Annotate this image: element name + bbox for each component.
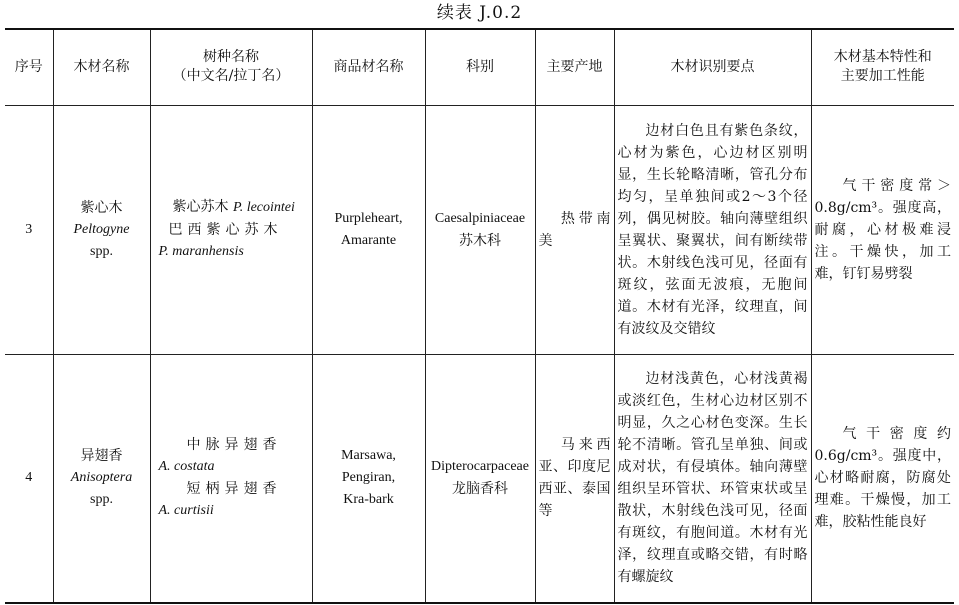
species-2-latin: A. curtisii [158,503,214,519]
wood-name-spp: spp. [90,243,113,259]
cell-wood-name [53,354,150,603]
header-properties [811,29,954,105]
cell-identification: 边材浅黄色，心材浅黄褐或淡红色，生材心边材区别不明显，久之心材色变深。生长轮不清晰。管孔呈单独、间或成对状，有侵填体。轴向薄壁组织呈环管状、环管束状或呈散状，木射线色浅可见，径面有斑纹，有胞间道。木材有光泽，纹理直或略交错，有时略有螺旋纹 [614,354,811,603]
family-latin: Dipterocarpaceae [431,459,529,475]
cell-species [150,105,312,354]
cell-trade-name [312,105,425,354]
header-seq: 序号 [5,29,53,105]
header-wood-name: 木材名称 [53,29,150,105]
trade-name-1: Marsawa, [341,448,396,464]
species-2-cn: 短柄异翅香 [186,481,282,498]
cell-properties: 气干密度约0.6g/cm³。强度中，心材略耐腐，防腐处理难。干燥慢，加工难，胶粘性能良好 [811,354,954,603]
header-row [5,29,954,105]
header-family: 科别 [425,29,535,105]
species-2-latin: P. maranhensis [158,244,244,259]
cell-wood-name [53,105,150,354]
cell-seq: 4 [5,354,53,603]
family-latin: Caesalpiniaceae [434,210,526,226]
trade-name-2: Amarante [340,232,397,248]
cell-properties: 气干密度常＞0.8g/cm³。强度高，耐腐，心材极难浸注。干燥快，加工难，钉钉易劈裂 [811,105,954,354]
header-species-line2: （中文名/拉丁名） [172,68,290,85]
header-trade-name: 商品材名称 [312,29,425,105]
table-title: 续表 J.0.2 [436,3,523,23]
trade-name-2: Pengiran, [341,470,396,486]
species-1-latin: P. lecointei [232,200,295,215]
header-origin: 主要产地 [535,29,614,105]
cell-origin: 马来西亚、印度尼西亚、泰国等 [535,354,614,603]
wood-species-table [5,28,954,604]
cell-species [150,354,312,603]
cell-family [425,354,535,603]
trade-name-3: Kra-bark [343,492,394,508]
family-cn: 苏木科 [459,232,501,249]
trade-name-1: Purpleheart, [334,210,403,226]
cell-seq: 3 [5,105,53,354]
header-properties-line2: 主要加工性能 [840,68,925,85]
cell-identification: 边材白色且有紫色条纹，心材为紫色，心边材区别明显，生长轮略清晰，管孔分布均匀，呈单独间或2～3个径列，偶见树胶。轴向薄壁组织呈翼状、聚翼状，间有断续带状。木射线色浅可见，径面有斑纹，弦面无波痕，无胞间道。木材有光泽，纹理直，间有波纹及交错纹 [614,105,811,354]
table-row [5,105,954,354]
wood-name-latin: Anisoptera [70,470,133,486]
cell-family [425,105,535,354]
wood-name-cn: 紫心木 [80,199,123,216]
family-cn: 龙脑香科 [452,481,508,498]
header-species [150,29,312,105]
species-1-cn: 紫心苏木 [172,199,229,215]
species-2-cn: 巴西紫心苏木 [168,222,283,238]
header-species-line1: 树种名称 [203,49,259,66]
species-1-latin: A. costata [158,459,215,475]
species-1 [159,196,309,219]
table-row [5,354,954,603]
cell-origin: 热带南美 [535,105,614,354]
wood-name-cn: 异翅香 [80,448,123,465]
header-identification: 木材识别要点 [614,29,811,105]
wood-name-latin: Peltogyne [73,221,130,237]
species-1-cn: 中脉异翅香 [186,437,282,454]
header-properties-line1: 木材基本特性和 [833,49,932,66]
cell-trade-name [312,354,425,603]
wood-name-spp: spp. [90,492,113,508]
